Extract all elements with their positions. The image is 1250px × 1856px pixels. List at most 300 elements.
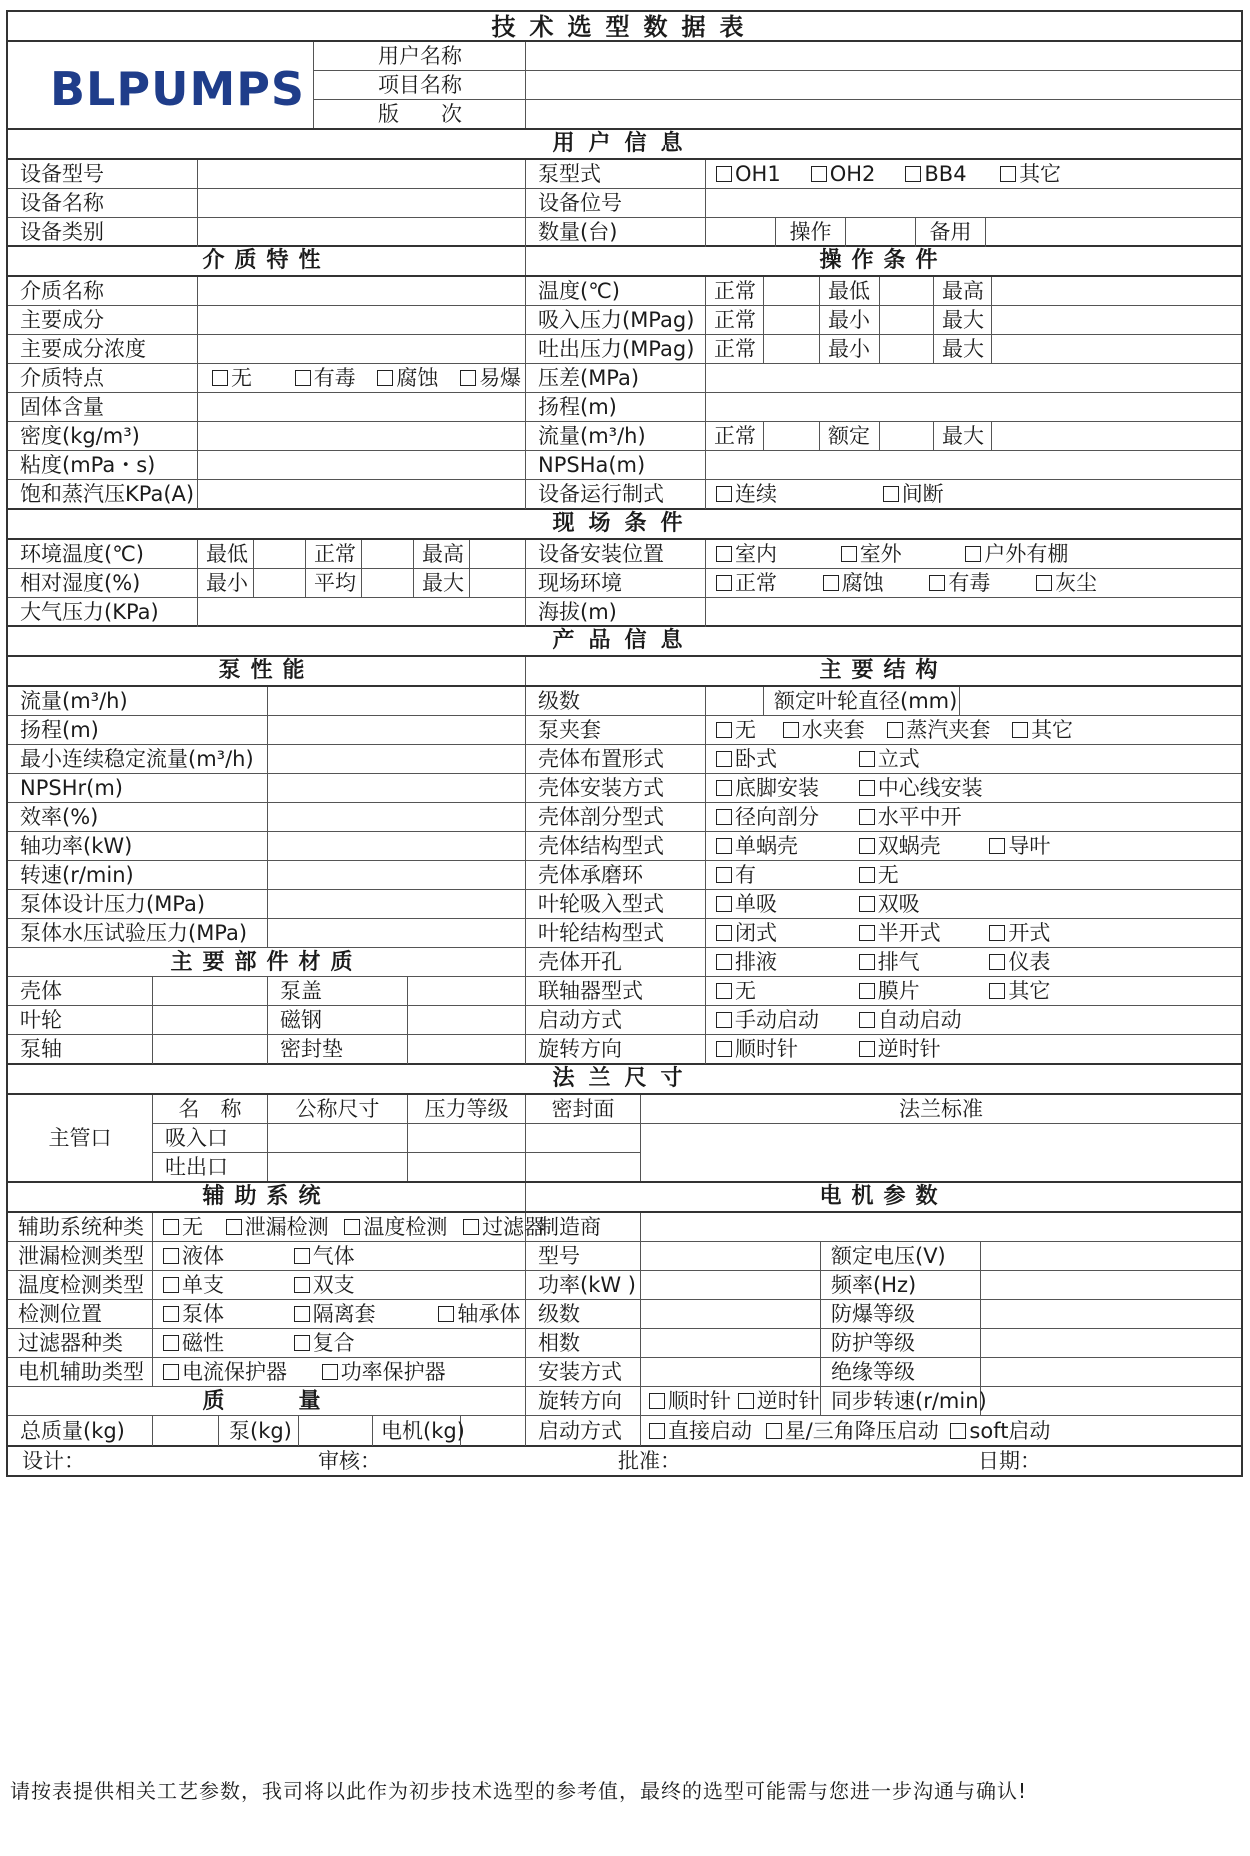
brand-logo: BLPUMPS <box>50 62 306 116</box>
filter-type-options <box>153 1329 526 1358</box>
label-stages: 级数 <box>526 687 706 716</box>
checkbox-env-corrosive[interactable]: 腐蚀 <box>823 569 923 598</box>
checkbox-bb4[interactable]: BB4 <box>905 160 993 189</box>
medium-operation-header <box>6 247 1243 277</box>
start-mode-options <box>706 1006 1241 1035</box>
label-impeller: 叶轮 <box>8 1006 153 1035</box>
label-motor-aux: 电机辅助类型 <box>8 1358 153 1387</box>
checkbox-horizontal[interactable]: 卧式 <box>716 745 852 774</box>
label-npsha: NPSHa(m) <box>526 451 706 480</box>
label-impeller-suction: 叶轮吸入型式 <box>526 890 706 919</box>
signoff-design: 设计： <box>22 1449 85 1473</box>
flange-col-face: 密封面 <box>526 1095 641 1124</box>
label-npshr: NPSHr(m) <box>8 774 268 803</box>
checkbox-double-volute[interactable]: 双蜗壳 <box>859 832 983 861</box>
temp-normal-field[interactable] <box>764 277 820 306</box>
label-head: 扬程(m) <box>526 393 706 422</box>
field-pump-mass[interactable] <box>299 1416 373 1446</box>
label-main-component: 主要成分 <box>8 306 198 335</box>
label-motor-poles: 级数 <box>526 1300 641 1329</box>
field-magnet[interactable] <box>408 1006 526 1035</box>
checkbox-counter-clockwise[interactable]: 逆时针 <box>859 1035 941 1064</box>
label-pump-type: 泵型式 <box>526 160 706 189</box>
field-pump-flow[interactable] <box>268 687 526 716</box>
checkbox-instrument[interactable]: 仪表 <box>989 948 1050 977</box>
flow-rated-field[interactable] <box>880 422 934 451</box>
ambient-min-label: 最低 <box>198 540 254 569</box>
checkbox-water-jacket[interactable]: 水夹套 <box>783 716 881 745</box>
checkbox-foot-mount[interactable]: 底脚安装 <box>716 774 852 803</box>
suction-normal-field[interactable] <box>764 306 820 335</box>
suction-min-field[interactable] <box>880 306 934 335</box>
flange-col-pressure: 压力等级 <box>408 1095 526 1124</box>
checkbox-env-dust[interactable]: 灰尘 <box>1036 569 1097 598</box>
field-viscosity[interactable] <box>198 451 526 480</box>
field-suction-size[interactable] <box>268 1124 408 1153</box>
checkbox-diffuser[interactable]: 导叶 <box>989 832 1050 861</box>
checkbox-direct-start[interactable]: 直接启动 <box>649 1416 759 1446</box>
motor-rotation-options <box>641 1387 821 1416</box>
field-total-mass[interactable] <box>153 1416 219 1446</box>
section-aux-system: 辅助系统 <box>8 1183 526 1211</box>
signoff-date: 日期： <box>978 1449 1041 1473</box>
label-temp-detect-type: 温度检测类型 <box>8 1271 153 1300</box>
label-casing-openings: 壳体开孔 <box>526 948 706 977</box>
suction-max-field[interactable] <box>992 306 1241 335</box>
section-medium: 介质特性 <box>8 247 526 275</box>
flow-rated-label: 额定 <box>820 422 880 451</box>
checkbox-coupling-none[interactable]: 无 <box>716 977 852 1006</box>
field-impeller[interactable] <box>153 1006 268 1035</box>
checkbox-semi-open[interactable]: 半开式 <box>859 919 983 948</box>
checkbox-continuous[interactable]: 连续 <box>716 480 876 509</box>
label-operate: 操作 <box>776 218 846 247</box>
label-insulation-grade: 绝缘等级 <box>821 1358 981 1387</box>
field-explosion-grade[interactable] <box>981 1300 1241 1329</box>
label-discharge-pressure: 吐出压力(MPag) <box>526 335 706 364</box>
ambient-max-field[interactable] <box>470 540 526 569</box>
label-casing-structure: 壳体结构型式 <box>526 832 706 861</box>
checkbox-explosive[interactable]: 易爆 <box>460 364 521 393</box>
field-motor-mount[interactable] <box>641 1358 821 1387</box>
label-sync-speed: 同步转速(r/min) <box>821 1387 981 1416</box>
label-device-category: 设备类别 <box>8 218 198 247</box>
label-motor-mount: 安装方式 <box>526 1358 641 1387</box>
field-motor-poles[interactable] <box>641 1300 821 1329</box>
field-motor-model[interactable] <box>641 1242 821 1271</box>
field-flange-standard[interactable] <box>641 1124 1241 1181</box>
field-component-concentration[interactable] <box>198 335 526 364</box>
medium-feature-options <box>198 364 526 393</box>
ambient-normal-field[interactable] <box>362 540 414 569</box>
pump-structure-header <box>6 657 1243 687</box>
label-jacket: 泵夹套 <box>526 716 706 745</box>
label-design-pressure: 泵体设计压力(MPa) <box>8 890 268 919</box>
checkbox-liquid[interactable]: 液体 <box>163 1242 287 1271</box>
label-pump-head: 扬程(m) <box>8 716 268 745</box>
checkbox-closed[interactable]: 闭式 <box>716 919 852 948</box>
field-sync-speed[interactable] <box>981 1387 1241 1416</box>
logo-cell <box>8 42 314 128</box>
discharge-max-label: 最大 <box>934 335 992 364</box>
label-detect-position: 检测位置 <box>8 1300 153 1329</box>
ambient-normal-label: 正常 <box>306 540 362 569</box>
label-casing: 壳体 <box>8 977 153 1006</box>
field-npsha[interactable] <box>706 451 1241 480</box>
discharge-min-field[interactable] <box>880 335 934 364</box>
label-wear-ring: 壳体承磨环 <box>526 861 706 890</box>
label-filter-type: 过滤器种类 <box>8 1329 153 1358</box>
label-altitude: 海拔(m) <box>526 598 706 627</box>
checkbox-axial-split[interactable]: 水平中开 <box>859 803 962 832</box>
label-shaft: 泵轴 <box>8 1035 153 1064</box>
label-medium-name: 介质名称 <box>8 277 198 306</box>
checkbox-motor-ccw[interactable]: 逆时针 <box>738 1387 820 1416</box>
site-block <box>6 540 1243 627</box>
discharge-min-label: 最小 <box>820 335 880 364</box>
label-motor-start: 启动方式 <box>526 1416 641 1446</box>
field-hydro-test-pressure[interactable] <box>268 919 526 948</box>
field-main-component[interactable] <box>198 306 526 335</box>
label-casing-mount: 壳体安装方式 <box>526 774 706 803</box>
signoff-review: 审核： <box>318 1449 381 1473</box>
temp-max-field[interactable] <box>992 277 1241 306</box>
field-spare-extra[interactable] <box>986 218 1241 247</box>
pump-structure-block <box>6 687 1243 1065</box>
field-pressure-diff[interactable] <box>706 364 1241 393</box>
checkbox-double-suction[interactable]: 双吸 <box>859 890 920 919</box>
label-device-position: 设备位号 <box>526 189 706 218</box>
section-site: 现场条件 <box>6 510 1243 540</box>
humidity-min-label: 最小 <box>198 569 254 598</box>
checkbox-current-protector[interactable]: 电流保护器 <box>163 1358 315 1387</box>
detect-position-options <box>153 1300 526 1329</box>
field-head[interactable] <box>706 393 1241 422</box>
label-vapor-pressure: 饱和蒸汽压KPa(A) <box>8 480 198 509</box>
label-start-mode: 启动方式 <box>526 1006 706 1035</box>
flange-col-name: 名 称 <box>153 1095 268 1124</box>
checkbox-single-volute[interactable]: 单蜗壳 <box>716 832 852 861</box>
field-qty-operate[interactable] <box>706 218 776 247</box>
checkbox-vent[interactable]: 排气 <box>859 948 983 977</box>
field-insulation-grade[interactable] <box>981 1358 1241 1387</box>
rotation-options <box>706 1035 1241 1064</box>
field-qty-spare[interactable] <box>846 218 916 247</box>
checkbox-oh2[interactable]: OH2 <box>811 160 899 189</box>
label-manufacturer: 制造商 <box>526 1213 641 1242</box>
field-casing[interactable] <box>153 977 268 1006</box>
checkbox-soft-start[interactable]: soft启动 <box>950 1416 1050 1446</box>
humidity-avg-field[interactable] <box>362 569 414 598</box>
install-location-options <box>706 540 1241 569</box>
label-main-nozzle: 主管口 <box>8 1095 153 1181</box>
section-product: 产品信息 <box>6 627 1243 657</box>
flange-row-discharge: 吐出口 <box>153 1153 268 1181</box>
label-speed: 转速(r/min) <box>8 861 268 890</box>
field-design-pressure[interactable] <box>268 890 526 919</box>
section-main-structure: 主要结构 <box>819 658 948 683</box>
checkbox-star-delta-start[interactable]: 星/三角降压启动 <box>766 1416 944 1446</box>
checkbox-temp-detect[interactable]: 温度检测 <box>344 1213 456 1242</box>
checkbox-toxic[interactable]: 有毒 <box>295 364 371 393</box>
label-motor-model: 型号 <box>526 1242 641 1271</box>
label-shaft-power: 轴功率(kW) <box>8 832 268 861</box>
suction-normal-label: 正常 <box>706 306 764 335</box>
field-atm-pressure[interactable] <box>198 598 526 627</box>
checkbox-wear-ring-yes[interactable]: 有 <box>716 861 852 890</box>
pump-type-options <box>706 160 1241 189</box>
suction-min-label: 最小 <box>820 306 880 335</box>
checkbox-env-toxic[interactable]: 有毒 <box>929 569 1029 598</box>
checkbox-drain[interactable]: 排液 <box>716 948 852 977</box>
label-density: 密度(kg/m³) <box>8 422 198 451</box>
casing-openings-options <box>706 948 1241 977</box>
field-device-category[interactable] <box>198 218 526 247</box>
section-motor: 电机参数 <box>819 1184 948 1209</box>
label-medium-feature: 介质特点 <box>8 364 198 393</box>
run-mode-options <box>706 480 1241 509</box>
label-humidity: 相对湿度(%) <box>8 569 198 598</box>
header-version-label: 版 次 <box>314 100 526 128</box>
header-project-name-label: 项目名称 <box>314 71 526 100</box>
label-pressure-diff: 压差(MPa) <box>526 364 706 393</box>
checkbox-open[interactable]: 开式 <box>989 919 1050 948</box>
checkbox-gas[interactable]: 气体 <box>294 1242 355 1271</box>
section-operation: 操作条件 <box>819 248 948 273</box>
label-temperature: 温度(℃) <box>526 277 706 306</box>
checkbox-outdoor[interactable]: 室外 <box>841 540 959 569</box>
flow-max-field[interactable] <box>992 422 1241 451</box>
checkbox-radial-split[interactable]: 径向剖分 <box>716 803 852 832</box>
header-block <box>6 42 1243 130</box>
label-solid-content: 固体含量 <box>8 393 198 422</box>
label-impeller-diameter: 额定叶轮直径(mm) <box>764 687 960 716</box>
checkbox-power-protector[interactable]: 功率保护器 <box>322 1358 446 1387</box>
label-rated-voltage: 额定电压(V) <box>821 1242 981 1271</box>
motor-aux-options <box>153 1358 526 1387</box>
section-user-info: 用户信息 <box>6 130 1243 160</box>
field-motor-mass[interactable] <box>461 1416 526 1446</box>
checkbox-indoor[interactable]: 室内 <box>716 540 834 569</box>
signoff-approve: 批准： <box>618 1449 681 1473</box>
field-protection-grade[interactable] <box>981 1329 1241 1358</box>
checkbox-pump-body[interactable]: 泵体 <box>163 1300 287 1329</box>
field-shaft[interactable] <box>153 1035 268 1064</box>
checkbox-double-probe[interactable]: 双支 <box>294 1271 355 1300</box>
flow-max-label: 最大 <box>934 422 992 451</box>
checkbox-centerline-mount[interactable]: 中心线安装 <box>859 774 983 803</box>
footer-note: 请按表提供相关工艺参数，我司将以此作为初步技术选型的参考值，最终的选型可能需与您进一步沟通与确认! <box>10 1779 1028 1803</box>
label-explosion-grade: 防爆等级 <box>821 1300 981 1329</box>
motor-start-options <box>641 1416 1241 1446</box>
flange-block <box>6 1095 1243 1183</box>
site-env-options <box>706 569 1241 598</box>
jacket-options <box>706 716 1241 745</box>
section-mass: 质 量 <box>8 1387 526 1416</box>
checkbox-auto-start[interactable]: 自动启动 <box>859 1006 962 1035</box>
field-motor-power[interactable] <box>641 1271 821 1300</box>
label-spare: 备用 <box>916 218 986 247</box>
field-vapor-pressure[interactable] <box>198 480 526 509</box>
checkbox-env-normal[interactable]: 正常 <box>716 569 816 598</box>
leak-type-options <box>153 1242 526 1271</box>
checkbox-single-probe[interactable]: 单支 <box>163 1271 287 1300</box>
label-casing-layout: 壳体布置形式 <box>526 745 706 774</box>
label-atm-pressure: 大气压力(KPa) <box>8 598 198 627</box>
field-device-model[interactable] <box>198 160 526 189</box>
checkbox-motor-cw[interactable]: 顺时针 <box>649 1387 731 1416</box>
checkbox-steam-jacket[interactable]: 蒸汽夹套 <box>887 716 1005 745</box>
label-gasket: 密封垫 <box>268 1035 408 1064</box>
field-phases[interactable] <box>641 1329 821 1358</box>
header-version-field[interactable] <box>526 100 1241 128</box>
discharge-max-field[interactable] <box>992 335 1241 364</box>
humidity-max-field[interactable] <box>470 569 526 598</box>
label-flow: 流量(m³/h) <box>526 422 706 451</box>
label-min-flow: 最小连续稳定流量(m³/h) <box>8 745 268 774</box>
checkbox-single-suction[interactable]: 单吸 <box>716 890 852 919</box>
casing-layout-options <box>706 745 1241 774</box>
checkbox-oh1[interactable]: OH1 <box>716 160 804 189</box>
label-run-mode: 设备运行制式 <box>526 480 706 509</box>
coupling-options <box>706 977 1241 1006</box>
label-quantity: 数量(台) <box>526 218 706 247</box>
field-discharge-pressure[interactable] <box>408 1153 526 1181</box>
wear-ring-options <box>706 861 1241 890</box>
label-impeller-structure: 叶轮结构型式 <box>526 919 706 948</box>
field-npshr[interactable] <box>268 774 526 803</box>
checkbox-aux-none[interactable]: 无 <box>163 1213 219 1242</box>
selection-datasheet <box>6 10 1243 1477</box>
field-shaft-power[interactable] <box>268 832 526 861</box>
label-site-env: 现场环境 <box>526 569 706 598</box>
temp-max-label: 最高 <box>934 277 992 306</box>
label-install-location: 设备安装位置 <box>526 540 706 569</box>
label-motor-power: 功率(kW ) <box>526 1271 641 1300</box>
checkbox-intermittent[interactable]: 间断 <box>883 480 944 509</box>
label-phases: 相数 <box>526 1329 641 1358</box>
sheet-title: 技术选型数据表 <box>6 10 1243 42</box>
field-gasket[interactable] <box>408 1035 526 1064</box>
checkbox-magnetic[interactable]: 磁性 <box>163 1329 287 1358</box>
label-magnet: 磁钢 <box>268 1006 408 1035</box>
field-manufacturer[interactable] <box>641 1213 1241 1242</box>
label-coupling: 联轴器型式 <box>526 977 706 1006</box>
label-casing-split: 壳体剖分型式 <box>526 803 706 832</box>
field-impeller-diameter[interactable] <box>960 687 1241 716</box>
humidity-min-field[interactable] <box>254 569 306 598</box>
discharge-normal-field[interactable] <box>764 335 820 364</box>
checkbox-none[interactable]: 无 <box>212 364 288 393</box>
field-efficiency[interactable] <box>268 803 526 832</box>
checkbox-jacket-none[interactable]: 无 <box>716 716 776 745</box>
section-flange: 法兰尺寸 <box>6 1065 1243 1095</box>
checkbox-jacket-other[interactable]: 其它 <box>1012 716 1073 745</box>
checkbox-bearing-housing[interactable]: 轴承体 <box>438 1300 520 1329</box>
suction-max-label: 最大 <box>934 306 992 335</box>
field-device-name[interactable] <box>198 189 526 218</box>
checkbox-wear-ring-no[interactable]: 无 <box>859 861 899 890</box>
label-motor-rotation: 旋转方向 <box>526 1387 641 1416</box>
checkbox-leak-detect[interactable]: 泄漏检测 <box>226 1213 338 1242</box>
humidity-max-label: 最大 <box>414 569 470 598</box>
checkbox-composite[interactable]: 复合 <box>294 1329 355 1358</box>
field-stages[interactable] <box>706 687 764 716</box>
casing-structure-options <box>706 832 1241 861</box>
checkbox-isolation-sleeve[interactable]: 隔离套 <box>294 1300 432 1329</box>
label-pump-mass: 泵(kg) <box>219 1416 299 1446</box>
ambient-min-field[interactable] <box>254 540 306 569</box>
flange-col-size: 公称尺寸 <box>268 1095 408 1124</box>
section-materials: 主要部件材质 <box>8 948 526 977</box>
label-frequency: 频率(Hz) <box>821 1271 981 1300</box>
label-aux-type: 辅助系统种类 <box>8 1213 153 1242</box>
field-discharge-face[interactable] <box>526 1153 641 1181</box>
field-pump-cover[interactable] <box>408 977 526 1006</box>
checkbox-clockwise[interactable]: 顺时针 <box>716 1035 852 1064</box>
temp-normal-label: 正常 <box>706 277 764 306</box>
ambient-max-label: 最高 <box>414 540 470 569</box>
header-user-name-label: 用户名称 <box>314 42 526 71</box>
discharge-normal-label: 正常 <box>706 335 764 364</box>
field-speed[interactable] <box>268 861 526 890</box>
user-info-block <box>6 160 1243 247</box>
checkbox-corrosive[interactable]: 腐蚀 <box>377 364 453 393</box>
section-pump-performance: 泵性能 <box>8 657 526 685</box>
checkbox-pump-other[interactable]: 其它 <box>1000 160 1061 189</box>
impeller-structure-options <box>706 919 1241 948</box>
checkbox-filter[interactable]: 过滤器 <box>463 1213 545 1242</box>
field-frequency[interactable] <box>981 1271 1241 1300</box>
field-device-position[interactable] <box>706 189 1241 218</box>
field-suction-face[interactable] <box>526 1124 641 1153</box>
field-min-flow[interactable] <box>268 745 526 774</box>
signoff-row <box>6 1447 1243 1477</box>
header-user-name-field[interactable] <box>526 42 1241 71</box>
label-component-concentration: 主要成分浓度 <box>8 335 198 364</box>
header-project-name-field[interactable] <box>526 71 1241 100</box>
checkbox-coupling-other[interactable]: 其它 <box>989 977 1050 1006</box>
field-medium-name[interactable] <box>198 277 526 306</box>
field-rated-voltage[interactable] <box>981 1242 1241 1271</box>
flange-row-suction: 吸入口 <box>153 1124 268 1153</box>
humidity-avg-label: 平均 <box>306 569 362 598</box>
checkbox-outdoor-shed[interactable]: 户外有棚 <box>965 540 1068 569</box>
label-pump-cover: 泵盖 <box>268 977 408 1006</box>
field-pump-head[interactable] <box>268 716 526 745</box>
label-pump-flow: 流量(m³/h) <box>8 687 268 716</box>
field-solid-content[interactable] <box>198 393 526 422</box>
flow-normal-label: 正常 <box>706 422 764 451</box>
label-suction-pressure: 吸入压力(MPag) <box>526 306 706 335</box>
label-ambient-temp: 环境温度(℃) <box>8 540 198 569</box>
temp-detect-options <box>153 1271 526 1300</box>
aux-type-options <box>153 1213 546 1242</box>
field-suction-pressure[interactable] <box>408 1124 526 1153</box>
field-altitude[interactable] <box>706 598 1241 627</box>
temp-min-field[interactable] <box>880 277 934 306</box>
label-motor-mass: 电机(kg) <box>373 1416 461 1446</box>
field-discharge-size[interactable] <box>268 1153 408 1181</box>
flange-col-standard: 法兰标准 <box>641 1095 1241 1124</box>
checkbox-diaphragm[interactable]: 膜片 <box>859 977 983 1006</box>
flow-normal-field[interactable] <box>764 422 820 451</box>
checkbox-vertical[interactable]: 立式 <box>859 745 920 774</box>
label-viscosity: 粘度(mPa・s) <box>8 451 198 480</box>
checkbox-manual-start[interactable]: 手动启动 <box>716 1006 852 1035</box>
aux-motor-header <box>6 1183 1243 1213</box>
field-density[interactable] <box>198 422 526 451</box>
